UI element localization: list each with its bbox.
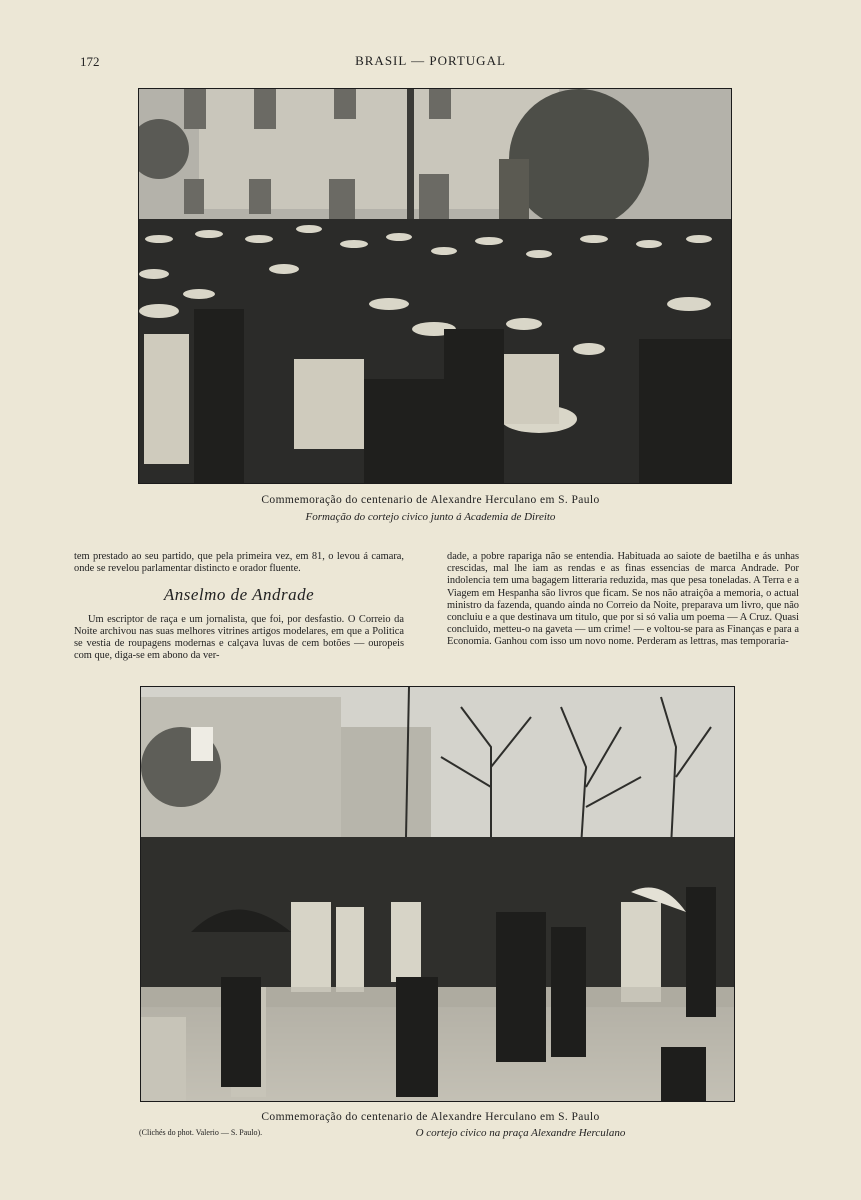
crowd-photo-academy-illustration xyxy=(139,89,731,483)
running-title: BRASIL — PORTUGAL xyxy=(355,53,506,68)
top-photo-caption: Commemoração do centenario de Alexandre Herculano em S. Paulo xyxy=(261,494,600,506)
procession-photo-square-illustration xyxy=(141,687,734,1101)
bottom-photo-caption: Commemoração do centenario de Alexandre Herculano em S. Paulo xyxy=(261,1111,600,1123)
procession-photo-square xyxy=(140,686,735,1102)
article-right-body: dade, a pobre rapariga não se entendia. Habituada ao saiote de baetilha e ás unhas crescidas, mal lhe iam as rendas e as finas essencias de marca Andrade. Por indolencia tem uma bagagem litteraria reduzida, mas que pesa toneladas. A Terra e a Viagem em Hespanha são livros que ficam. Se nos não atraiçôa a memoria, o actual ministro da fazenda, quando ainda no Correio da Noite, preparava um livro, que não concluiu e a que destinava um titulo, que por si só valia um poema — A Cruz. Quasi concluido, metteu-o na gaveta — um crime! — e voltou-se para as Finanças e para a Economia. Ganhou com isso um novo nome. Perderam as lettras, mas temporaria- xyxy=(447,551,799,648)
article-right-column xyxy=(447,551,799,649)
article-left-column xyxy=(74,551,404,662)
photo-credit: (Clichés do phot. Valerio — S. Paulo). xyxy=(139,1128,263,1137)
crowd-photo-academy xyxy=(138,88,732,484)
page-number: 172 xyxy=(80,54,100,69)
article-left-intro: tem prestado ao seu partido, que pela primeira vez, em 81, o levou á camara, onde se revelou parlamentar distincto e orador fluente. xyxy=(74,551,404,575)
section-heading: Anselmo de Andrade xyxy=(163,585,315,605)
top-photo-subcaption: Formação do cortejo civico junto á Academia de Direito xyxy=(305,511,556,523)
article-left-body: Um escriptor de raça e um jornalista, que foi, por desfastio. O Correio da Noite archivou nas suas melhores vitrines artigos modelares, em que a Politica se vestia de roupagens modernas e calçava luvas de cem botões — ouropeis com que, diga-se em abono da ver- xyxy=(74,613,404,662)
bottom-photo-subcaption: O cortejo civico na praça Alexandre Herculano xyxy=(415,1127,626,1139)
